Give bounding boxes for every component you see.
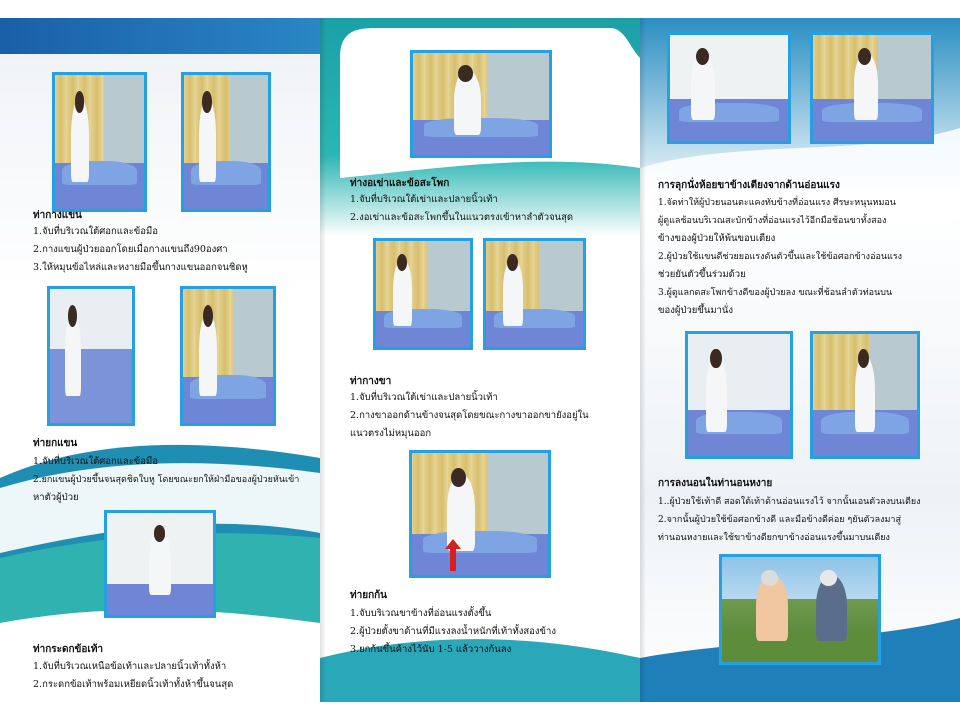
section-heading: ท่ากางขา (350, 376, 392, 387)
arrow-up-icon (450, 547, 456, 571)
panel-right (640, 18, 960, 702)
photo-elderly-stretching (719, 554, 881, 665)
section-heading: ท่ายกก้น (350, 590, 388, 601)
section-line: 1.จัดท่าให้ผู้ป่วยนอนตะแคงทับข้างที่อ่อนแรง ศีรษะหนุนหมอน (658, 198, 896, 208)
panel-left (0, 18, 320, 702)
section-heading: ท่ากางแขน (33, 210, 82, 221)
section-line: 3.ผู้ดูแลกดสะโพกข้างดีของผู้ป่วยลง ขณะที่ช้อนลำตัวท่อนบน (658, 288, 893, 298)
section-line: ของผู้ป่วยขึ้นมานั่ง (658, 305, 734, 316)
section-line: หาตัวผู้ป่วย (33, 492, 79, 503)
fold-line (640, 18, 646, 702)
section-line: 1.จับบริเวณขาข้างที่อ่อนแรงตั้งขึ้น (350, 608, 492, 619)
fold-line (320, 18, 326, 702)
photo-knee-hip (410, 50, 552, 158)
section-heading: ท่างอเข่าและข้อสะโพก (350, 178, 450, 189)
section-line: 2.ยกแขนผู้ป่วยขึ้นจนสุดชิดใบหู โดยขณะยกให้ฝ่ามือของผู้ป่วยหันเข้า (33, 475, 300, 485)
photo-arm-raise-1 (52, 72, 147, 212)
photo-lie-down-1 (685, 331, 793, 459)
section-line: ข้างของผู้ป่วยให้พ้นขอบเตียง (658, 233, 776, 244)
photo-ankle (104, 510, 216, 618)
section-line: 1.จับที่บริเวณใต้ศอกและข้อมือ (33, 456, 158, 467)
section-heading: การลุกนั่งห้อยขาข้างเตียงจากด้านอ่อนแรง (658, 180, 840, 191)
section-line: 1.จับที่บริเวณใต้เข่าและปลายนิ้วเท้า (350, 392, 498, 403)
section-heading: การลงนอนในท่านอนหงาย (658, 478, 773, 489)
photo-leg-abduct-2 (483, 238, 586, 350)
photo-sit-up-1 (667, 32, 791, 144)
section-line: แนวตรงไม่หมุนออก (350, 428, 432, 439)
section-line: 2.กางขาออกด้านข้างจนสุดโดยขณะกางขาออกขายังอยู่ใน (350, 410, 589, 421)
section-line: 2.จากนั้นผู้ป่วยใช้ข้อศอกข้างดี และมือข้างดีค่อย ๆยันตัวลงมาสู่ (658, 515, 901, 525)
section-line: ผู้ดูแลช้อนบริเวณสะบักข้างที่อ่อนแรงไว้อีกมือช้อนขาทั้งสอง (658, 216, 887, 226)
section-line: 2.กระดกข้อเท้าพร้อมเหยียดนิ้วเท้าทั้งห้าขึ้นจนสุด (33, 679, 234, 690)
section-line: 2.กางแขนผู้ป่วยออกโดยเมื่อกางแขนถึง90องศา (33, 244, 228, 255)
section-line: 1.จับที่บริเวณใต้เข่าและปลายนิ้วเท้า (350, 194, 498, 205)
photo-arm-raise-2 (181, 72, 271, 212)
section-line: 3.ให้หมุนข้อไหล่และหงายมือขึ้นกางแขนออกจนชิดหู (33, 262, 248, 273)
section-line: ท่านอนหงายและใช้ขาข้างดียกขาข้างอ่อนแรงขึ้นมาบนเตียง (658, 533, 890, 543)
section-line: 1.จับที่บริเวณใต้ศอกและข้อมือ (33, 226, 158, 237)
section-line: 1..ผู้ป่วยใช้เท้าดี สอดใต้เท้าด้านอ่อนแรงไว้ จากนั้นเอนตัวลงบนเตียง (658, 497, 921, 507)
photo-leg-abduct-1 (373, 238, 473, 350)
section-heading: ท่ากระดกข้อเท้า (33, 644, 104, 655)
section-heading: ท่ายกแขน (33, 438, 78, 449)
photo-lie-down-2 (810, 331, 920, 459)
section-line: 1.จับที่บริเวณเหนือข้อเท้าและปลายนิ้วเท้าทั้งห้า (33, 661, 227, 672)
section-line: 2.ผู้ป่วยตั้งขาด้านที่มีแรงลงน้ำหนักที่เท้าทั้งสองข้าง (350, 626, 556, 637)
photo-hip-lift (409, 450, 551, 578)
photo-arm-lift-2 (180, 286, 276, 426)
section-line: 3.ยกก้นขึ้นค้างไว้นับ 1-5 แล้ววางก้นลง (350, 644, 512, 655)
section-line: 2.งอเข่าและข้อสะโพกขึ้นในแนวตรงเข้าหาลำตัวจนสุด (350, 212, 574, 223)
panel-middle (320, 18, 640, 702)
section-line: ช่วยยันตัวขึ้นร่วมด้วย (658, 269, 746, 280)
section-line: 2.ผู้ป่วยใช้แขนดีช่วยยอแรงดันตัวขึ้นและใช้ข้อศอกข้างอ่อนแรง (658, 252, 903, 262)
photo-sit-up-2 (810, 32, 934, 144)
top-band (0, 18, 320, 54)
photo-arm-lift-1 (47, 286, 135, 426)
